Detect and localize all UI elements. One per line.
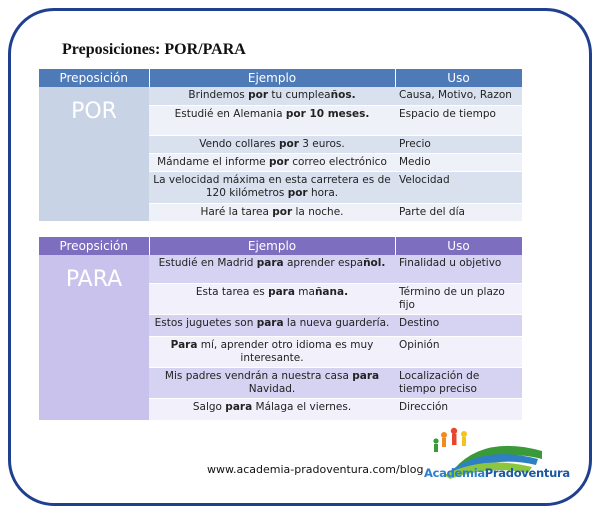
- example-text: mí, aprender otro idioma es muy interesante.: [197, 338, 374, 364]
- example-text: Mis padres vendrán a nuestra casa: [164, 369, 353, 382]
- example-cell: [149, 283, 395, 314]
- example-text: Málaga el viernes.: [252, 400, 352, 413]
- example-text: Salgo: [192, 400, 226, 413]
- example-text: ma: [294, 285, 315, 298]
- uso-cell: Espacio de tiempo: [395, 105, 522, 135]
- page-title: Preposiciones: POR/PARA: [62, 41, 246, 58]
- example-cell: [149, 398, 395, 420]
- example-cell: [149, 203, 395, 221]
- example-cell: [149, 171, 395, 203]
- example-keyword: por: [279, 137, 299, 150]
- example-text: tu cumplea: [268, 89, 331, 101]
- logo-part1: Academia: [424, 466, 485, 480]
- uso-cell: Causa, Motivo, Razon: [395, 87, 522, 105]
- example-text: Estudié en Madrid: [158, 257, 257, 269]
- example-keyword: ñana.: [314, 285, 349, 298]
- example-cell: [149, 367, 395, 398]
- uso-cell: Velocidad: [395, 171, 522, 203]
- por-body: [39, 87, 522, 221]
- example-keyword: por: [287, 186, 308, 199]
- example-cell: [149, 135, 395, 153]
- uso-cell: Finalidad u objetivo: [395, 255, 522, 283]
- example-cell: [149, 105, 395, 135]
- uso-cell: Localización de tiempo preciso: [395, 367, 522, 398]
- example-keyword: por: [272, 205, 293, 218]
- example-cell: [149, 153, 395, 171]
- example-keyword: para: [225, 400, 253, 413]
- example-keyword: ños.: [330, 89, 356, 101]
- example-text: la nueva guardería.: [283, 316, 390, 329]
- header-uso: Uso: [395, 69, 522, 87]
- example-keyword: por 10 meses.: [285, 107, 370, 120]
- header-preposicion: Preopsición: [39, 237, 149, 255]
- uso-cell: Parte del día: [395, 203, 522, 221]
- example-cell: [149, 314, 395, 336]
- logo-part2: Pradoventura: [484, 466, 570, 480]
- uso-cell: Dirección: [395, 398, 522, 420]
- example-keyword: para: [256, 316, 284, 329]
- example-keyword: para: [256, 257, 284, 269]
- example-text: aprender espa: [283, 257, 364, 269]
- example-keyword: para: [352, 369, 380, 382]
- example-keyword: por: [268, 155, 289, 168]
- example-keyword: Para: [170, 338, 198, 351]
- uso-cell: Opinión: [395, 336, 522, 367]
- header-ejemplo: Ejemplo: [149, 69, 395, 87]
- example-text: Haré la tarea: [200, 205, 273, 218]
- example-text: 3 euros.: [298, 137, 345, 150]
- por-label: POR: [39, 87, 149, 221]
- example-cell: [149, 87, 395, 105]
- example-text: La velocidad máxima en esta carretera es de 120 kilómetros: [153, 173, 391, 199]
- example-text: Esta tarea es: [195, 285, 269, 298]
- para-body: [39, 255, 522, 420]
- para-label: PARA: [39, 255, 149, 420]
- example-keyword: por: [248, 89, 269, 101]
- uso-cell: Medio: [395, 153, 522, 171]
- example-text: Estudié en Alemania: [174, 107, 286, 120]
- para-table: [39, 237, 523, 420]
- header-ejemplo: Ejemplo: [149, 237, 395, 255]
- logo-wordmark: [424, 466, 570, 480]
- example-text: Mándame el informe: [157, 155, 269, 168]
- header-uso: Uso: [395, 237, 522, 255]
- example-keyword: para: [268, 285, 295, 298]
- example-text: correo electrónico: [288, 155, 387, 168]
- footer-url: www.academia-pradoventura.com/blog: [207, 463, 424, 476]
- table-row: [39, 255, 522, 283]
- example-text: la noche.: [292, 205, 344, 218]
- uso-cell: Destino: [395, 314, 522, 336]
- example-cell: [149, 255, 395, 283]
- uso-cell: Precio: [395, 135, 522, 153]
- header-preposicion: Preposición: [39, 69, 149, 87]
- example-keyword: ñol.: [363, 257, 386, 269]
- example-text: Navidad.: [248, 382, 296, 395]
- por-table: [39, 69, 523, 221]
- uso-cell: Término de un plazo fijo: [395, 283, 522, 314]
- example-text: Vendo collares: [199, 137, 279, 150]
- example-text: Brindemos: [188, 89, 249, 101]
- example-cell: [149, 336, 395, 367]
- example-text: hora.: [307, 186, 339, 199]
- example-text: Estos juguetes son: [154, 316, 257, 329]
- table-row: [39, 87, 522, 105]
